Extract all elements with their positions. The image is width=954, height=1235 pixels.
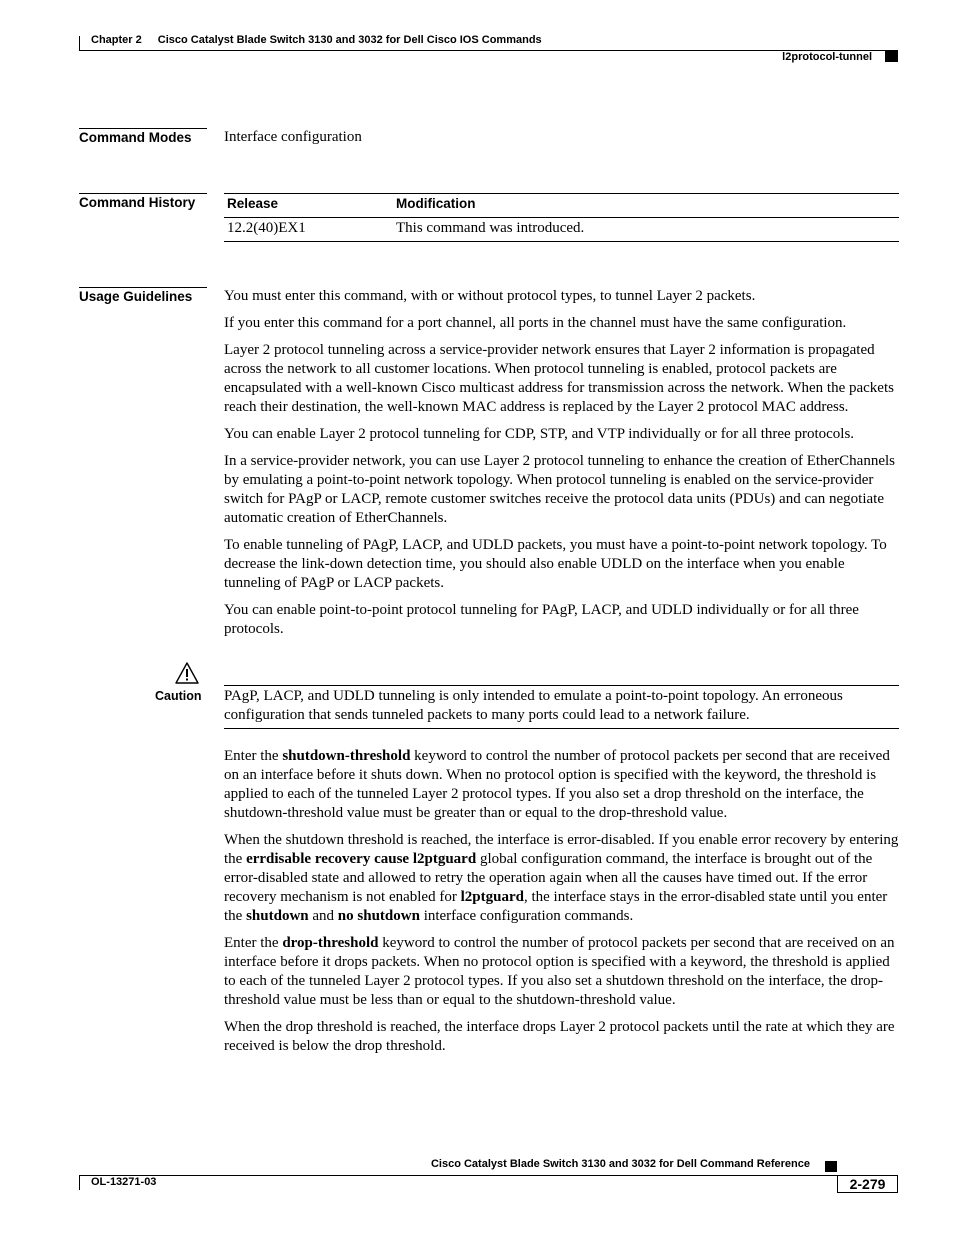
caution-rule-bottom <box>224 728 899 729</box>
threshold-guidelines <box>224 747 900 1064</box>
text-run: When the shutdown threshold is reached, the interface is error-disabled. If you enable error recovery by entering the <box>224 832 899 867</box>
command-name: l2protocol-tunnel <box>782 51 872 63</box>
paragraph-errdisable <box>224 831 900 926</box>
table-header-row <box>224 193 899 218</box>
caution-triangle-icon <box>175 662 199 684</box>
text-run: Enter the <box>224 935 283 951</box>
text-run: keyword to control the number of protocol packets per second that are received on an interface before it shuts down. When no protocol option is specified with the keyword, the threshold is applied to each of the tunneled Layer 2 protocol types. If you also set a drop threshold on the interface, the shutdown-threshold value must be greater than or equal to the drop-threshold value. <box>224 748 890 821</box>
footer-rule <box>79 1175 839 1176</box>
page-number: 2-279 <box>837 1175 898 1193</box>
text-run: keyword to control the number of protocol packets per second that are received on an interface before it drops packets. When no protocol option is specified with a keyword, the threshold is applied to each of the tunneled Layer 2 protocol types. If you also set a shutdown threshold on the interface, the drop-threshold value must be less than or equal to the shutdown-threshold value. <box>224 935 895 1008</box>
chapter-label: Chapter 2 <box>91 34 142 46</box>
running-header <box>91 34 542 46</box>
keyword-drop-threshold: drop-threshold <box>282 935 379 951</box>
paragraph: To enable tunneling of PAgP, LACP, and UDLD packets, you must have a point-to-point network topology. To decrease the link-down detection time, you should also enable UDLD on the interface when you enable tunneling of PAgP or LACP packets. <box>224 537 887 591</box>
column-header-release: Release <box>227 196 279 211</box>
paragraph: Layer 2 protocol tunneling across a service-provider network ensures that Layer 2 information is propagated across the network to all customer locations. When protocol tunneling is enabled, protocol packets are encapsulated with a well-known Cisco multicast address for transmission across the network. When the packets reach their destination, the well-known MAC address is replaced by the Layer 2 protocol MAC address. <box>224 342 894 415</box>
header-rule <box>79 50 898 51</box>
command-modes-value: Interface configuration <box>224 129 362 145</box>
text-run: and <box>308 908 338 924</box>
text-run: , the interface stays in the error-disabled state until you enter the <box>224 889 888 924</box>
command-no-shutdown: no shutdown <box>337 908 420 924</box>
paragraph: You can enable point-to-point protocol tunneling for PAgP, LACP, and UDLD individually or for all three protocols. <box>224 602 859 637</box>
release-cell: 12.2(40)EX1 <box>227 220 306 236</box>
command-shutdown: shutdown <box>246 908 309 924</box>
command-modes-label: Command Modes <box>79 128 207 145</box>
column-header-modification: Modification <box>396 196 476 211</box>
footer-book-title: Cisco Catalyst Blade Switch 3130 and 3032 for Dell Command Reference <box>430 1158 810 1170</box>
text-run: Enter the <box>224 748 283 764</box>
command-errdisable-recovery: errdisable recovery cause l2ptguard <box>246 851 477 867</box>
paragraph: In a service-provider network, you can use Layer 2 protocol tunneling to enhance the creation of EtherChannels by emulating a point-to-point network topology. When protocol tunneling is enabled on the service-provider switch for PAgP or LACP, remote customer switches receive the protocol data units (PDUs) and can negotiate automatic creation of EtherChannels. <box>224 453 896 526</box>
keyword-l2ptguard: l2ptguard <box>460 889 524 905</box>
usage-guidelines-label: Usage Guidelines <box>79 287 207 304</box>
caution-rule-top <box>224 685 899 686</box>
caution-label: Caution <box>155 689 202 703</box>
table-row <box>224 218 899 242</box>
paragraph: When the drop threshold is reached, the interface drops Layer 2 protocol packets until the rate at which they are received is below the drop threshold. <box>224 1019 895 1054</box>
footer-marker-block <box>825 1161 837 1172</box>
usage-guidelines-body <box>224 287 900 647</box>
keyword-shutdown-threshold: shutdown-threshold <box>282 748 411 764</box>
command-history-table <box>224 193 899 242</box>
paragraph: You can enable Layer 2 protocol tunneling for CDP, STP, and VTP individually or for all three protocols. <box>224 426 855 442</box>
header-marker-block <box>885 51 898 62</box>
paragraph-shutdown-threshold <box>224 747 900 823</box>
paragraph: If you enter this command for a port channel, all ports in the channel must have the same configuration. <box>224 315 847 331</box>
text-run: global configuration command, the interface is brought out of the error-disabled state and allowed to retry the operation again when all the causes have timed out. If the error recovery mechanism is not enabled for <box>224 851 873 905</box>
book-title: Cisco Catalyst Blade Switch 3130 and 3032 for Dell Cisco IOS Commands <box>157 34 542 46</box>
header-left-rule <box>79 36 80 51</box>
text-run: interface configuration commands. <box>419 908 634 924</box>
command-history-label: Command History <box>79 193 207 210</box>
footer-left-rule <box>79 1175 80 1190</box>
doc-number: OL-13271-03 <box>91 1176 157 1188</box>
modification-cell: This command was introduced. <box>396 220 585 236</box>
paragraph: You must enter this command, with or without protocol types, to tunnel Layer 2 packets. <box>224 288 756 304</box>
paragraph-drop-threshold <box>224 934 900 1010</box>
caution-text: PAgP, LACP, and UDLD tunneling is only intended to emulate a point-to-point topology. An erroneous configuration that sends tunneled packets to many ports could lead to a network failure. <box>224 688 843 723</box>
